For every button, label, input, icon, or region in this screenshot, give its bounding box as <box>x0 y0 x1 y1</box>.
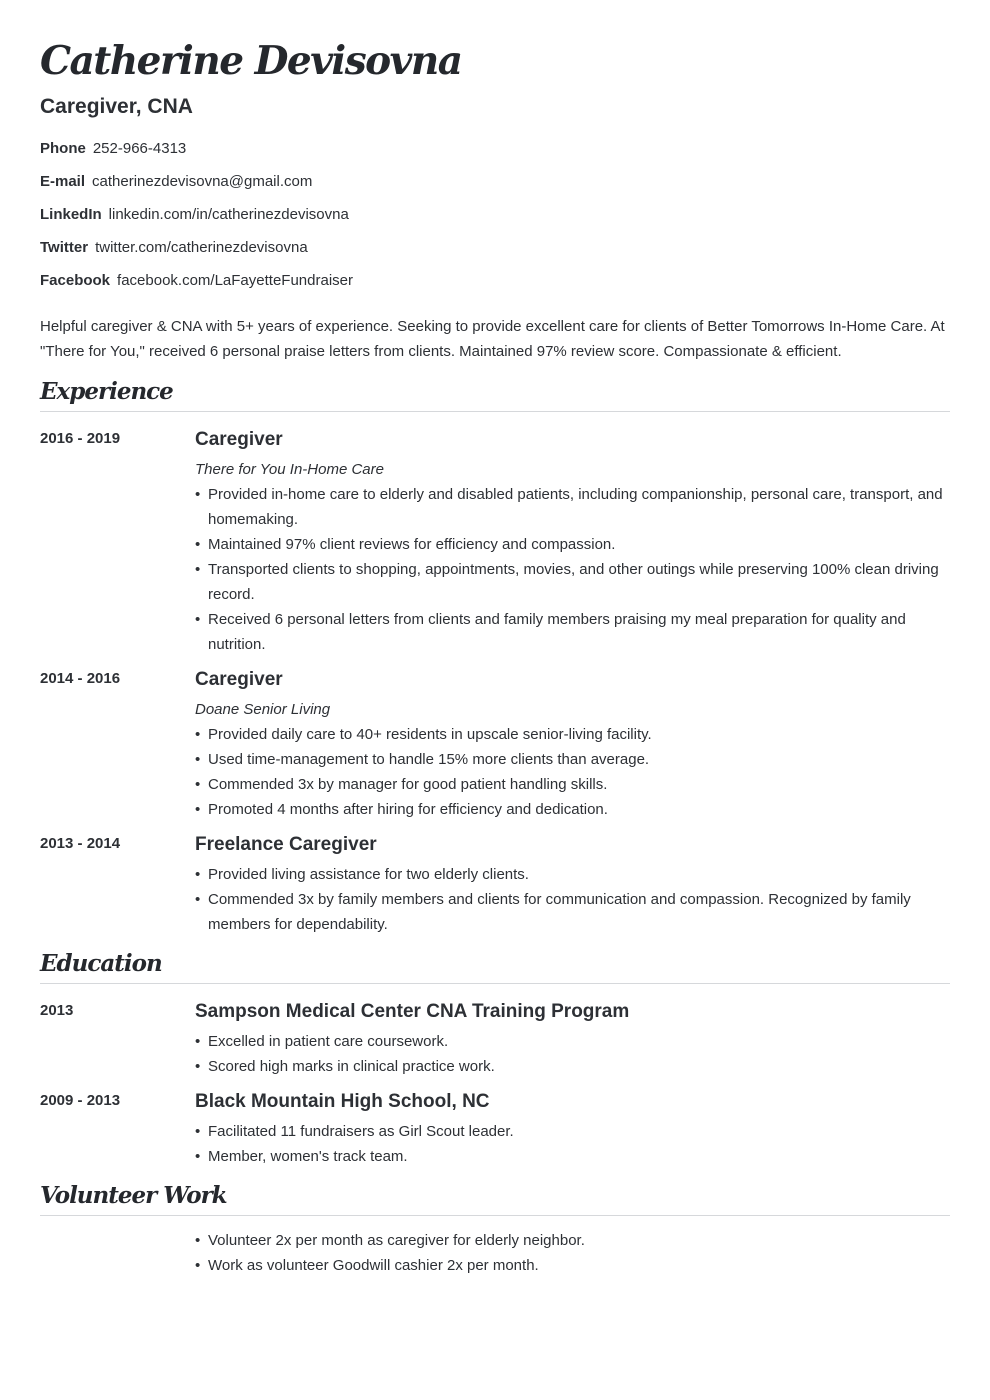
entry-company: Doane Senior Living <box>195 701 331 718</box>
entry-bullets <box>195 862 950 937</box>
entry-role: Caregiver <box>195 669 283 690</box>
volunteer-entry <box>40 1228 950 1278</box>
contact-email <box>40 171 353 204</box>
education-entry <box>40 1000 950 1079</box>
section-heading-experience: Experience <box>40 376 950 412</box>
entry-school: Black Mountain High School, NC <box>195 1091 490 1112</box>
experience-entry <box>40 428 950 657</box>
contact-label: E-mail <box>40 173 86 190</box>
experience-entry <box>40 668 950 822</box>
bullet-item: • Volunteer 2x per month as caregiver for elderly neighbor. <box>195 1228 950 1253</box>
bullet-item: • Provided living assistance for two elderly clients. <box>195 862 950 887</box>
section-heading-volunteer: Volunteer Work <box>40 1180 950 1216</box>
entry-role: Freelance Caregiver <box>195 834 377 855</box>
bullet-item: • Promoted 4 months after hiring for efficiency and dedication. <box>195 797 950 822</box>
bullet-item: • Commended 3x by family members and clients for communication and compassion. Recognized by family members for dependability. <box>195 887 950 937</box>
entry-dates: 2013 - 2014 <box>40 835 121 852</box>
bullet-item: • Used time-management to handle 15% more clients than average. <box>195 747 950 772</box>
bullet-item: • Commended 3x by manager for good patient handling skills. <box>195 772 950 797</box>
candidate-name: Catherine Devisovna <box>40 38 462 84</box>
experience-entry <box>40 833 950 937</box>
contact-label: LinkedIn <box>40 206 102 223</box>
entry-bullets <box>195 1029 950 1079</box>
bullet-item: • Transported clients to shopping, appointments, movies, and other outings while preserving 100% clean driving record. <box>195 557 950 607</box>
section-heading-education: Education <box>40 948 950 984</box>
entry-bullets <box>195 722 950 822</box>
bullet-item: • Received 6 personal letters from clients and family members praising my meal preparation for quality and nutrition. <box>195 607 950 657</box>
bullet-item: • Excelled in patient care coursework. <box>195 1029 950 1054</box>
entry-role: Caregiver <box>195 429 283 450</box>
contact-value: facebook.com/LaFayetteFundraiser <box>117 272 353 289</box>
contact-facebook <box>40 270 353 303</box>
contact-value: 252-966-4313 <box>92 140 187 157</box>
entry-dates: 2014 - 2016 <box>40 670 121 687</box>
contact-value: linkedin.com/in/catherinezdevisovna <box>108 206 349 223</box>
education-entry <box>40 1090 950 1169</box>
bullet-item: • Scored high marks in clinical practice work. <box>195 1054 950 1079</box>
entry-bullets <box>195 482 950 657</box>
bullet-item: • Provided in-home care to elderly and disabled patients, including companionship, personal care, transport, and homemaking. <box>195 482 950 532</box>
entry-bullets <box>195 1228 950 1278</box>
entry-company: There for You In-Home Care <box>195 461 384 478</box>
contact-twitter <box>40 237 353 270</box>
contact-phone <box>40 138 353 171</box>
profile-summary: Helpful caregiver & CNA with 5+ years of experience. Seeking to provide excellent care for clients of Better Tomorrows In-Home Care. At "There for You," received 6 personal praise letters from clients. Maintained 97% review score. Compassionate & efficient. <box>40 318 945 360</box>
bullet-item: • Facilitated 11 fundraisers as Girl Scout leader. <box>195 1119 950 1144</box>
contact-label: Phone <box>40 140 86 157</box>
contact-value: catherinezdevisovna@gmail.com <box>92 173 313 190</box>
entry-dates: 2013 <box>40 1002 74 1019</box>
contact-value: twitter.com/catherinezdevisovna <box>95 239 308 256</box>
contact-list <box>40 138 353 303</box>
bullet-item: • Maintained 97% client reviews for efficiency and compassion. <box>195 532 950 557</box>
bullet-item: • Member, women's track team. <box>195 1144 950 1169</box>
bullet-item: • Work as volunteer Goodwill cashier 2x per month. <box>195 1253 950 1278</box>
entry-bullets <box>195 1119 950 1169</box>
entry-dates: 2009 - 2013 <box>40 1092 121 1109</box>
entry-school: Sampson Medical Center CNA Training Program <box>195 1001 630 1022</box>
contact-label: Twitter <box>40 239 89 256</box>
contact-linkedin <box>40 204 353 237</box>
entry-dates: 2016 - 2019 <box>40 430 121 447</box>
bullet-item: • Provided daily care to 40+ residents in upscale senior-living facility. <box>195 722 950 747</box>
contact-label: Facebook <box>40 272 111 289</box>
candidate-title: Caregiver, CNA <box>40 95 193 118</box>
